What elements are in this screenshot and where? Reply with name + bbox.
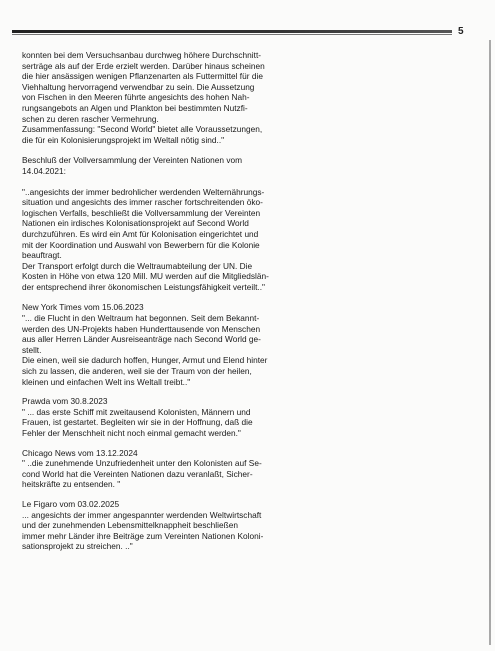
prawda-heading: Prawda vom 30.8.2023 (22, 396, 108, 407)
chicago-quote: " ..die zunehmende Unzufriedenheit unter den Kolonisten auf Se- cond World hat die Vereinten Nationen dazu veranlaßt, Sicher- heitskräfte zu entsenden. " (22, 458, 262, 490)
header-rule (12, 30, 452, 33)
nyt-heading: New York Times vom 15.06.2023 (22, 302, 144, 313)
page-edge-shadow (489, 40, 491, 645)
nyt-quote: "... die Flucht in den Weltraum hat begonnen. Seit dem Bekannt- werden des UN-Projekts haben Hunderttausende von Menschen aus aller Herren Länder Ausreiseanträge nach Second World ge- stellt. Die einen, weil sie dadurch hoffen, Hunger, Armut und Elend hinter sich zu lassen, die anderen, weil sie der Traum von der heilen, kleinen und einfachen Welt ins Weltall treibt.." (22, 313, 268, 387)
chicago-heading: Chicago News vom 13.12.2024 (22, 447, 138, 458)
figaro-quote: ... angesichts der immer angespannter werdenden Weltwirtschaft und der zunehmenden Lebensmittelknappheit beschließen immer mehr Länder ihre Beiträge zum Vereinten Nationen Koloni- sationsprojekt zu streichen. .." (22, 509, 264, 552)
prawda-quote: " ... das erste Schiff mit zweitausend Kolonisten, Männern und Frauen, ist gestartet. Begleiten wir sie in der Hoffnung, daß die Fehler der Menschheit nicht noch einmal gemacht werden." (22, 406, 253, 438)
page-number: 5 (458, 26, 464, 37)
intro-paragraph: konnten bei dem Versuchsanbau durchweg höhere Durchschnitt- serträge als auf der Erde erzielt werden. Darüber hinaus scheinen die hier ansässigen wenigen Pflanzenarten als Futtermittel für die Viehhaltung hervorragend verwendbar zu sein. Die Aussetzung von Fischen in den Meeren führte angesichts des hohen Nah- rungsangebots an Algen und Plankton bei bestimmten Nutzfi- schen zu deren rascher Vermehrung. Zusammenfassung: "Second World" bietet alle Voraussetzungen, die für ein Kolonisierungsprojekt im Weltall nötig sind.." (22, 50, 265, 145)
figaro-heading: Le Figaro vom 03.02.2025 (22, 498, 120, 509)
article-body (22, 50, 344, 552)
un-resolution-quote: "..angesichts der immer bedrohlicher werdenden Welternährungs- situation und angesichts des immer rascher fortschreitenden öko- logischen Verfalls, beschließt die Vollversammlung der Vereinten Nationen ein irdisches Kolonisationsprojekt auf Second World durchzuführen. Es wird ein Amt für Kolonisation eingerichtet und mit der Koordination und Auswahl von Bewerbern für die Kolonie beauftragt. Der Transport erfolgt durch die Weltraumabteilung der UN. Die Kosten in Höhe von etwa 120 Mill. MU werden auf die Mitgliedslän- der entsprechend ihrer ökonomischen Leistungsfähigkeit verteilt.." (22, 186, 269, 292)
header-rule-thin (12, 34, 452, 35)
un-resolution-heading: Beschluß der Vollversammlung der Vereinten Nationen vom 14.04.2021: (22, 155, 243, 176)
